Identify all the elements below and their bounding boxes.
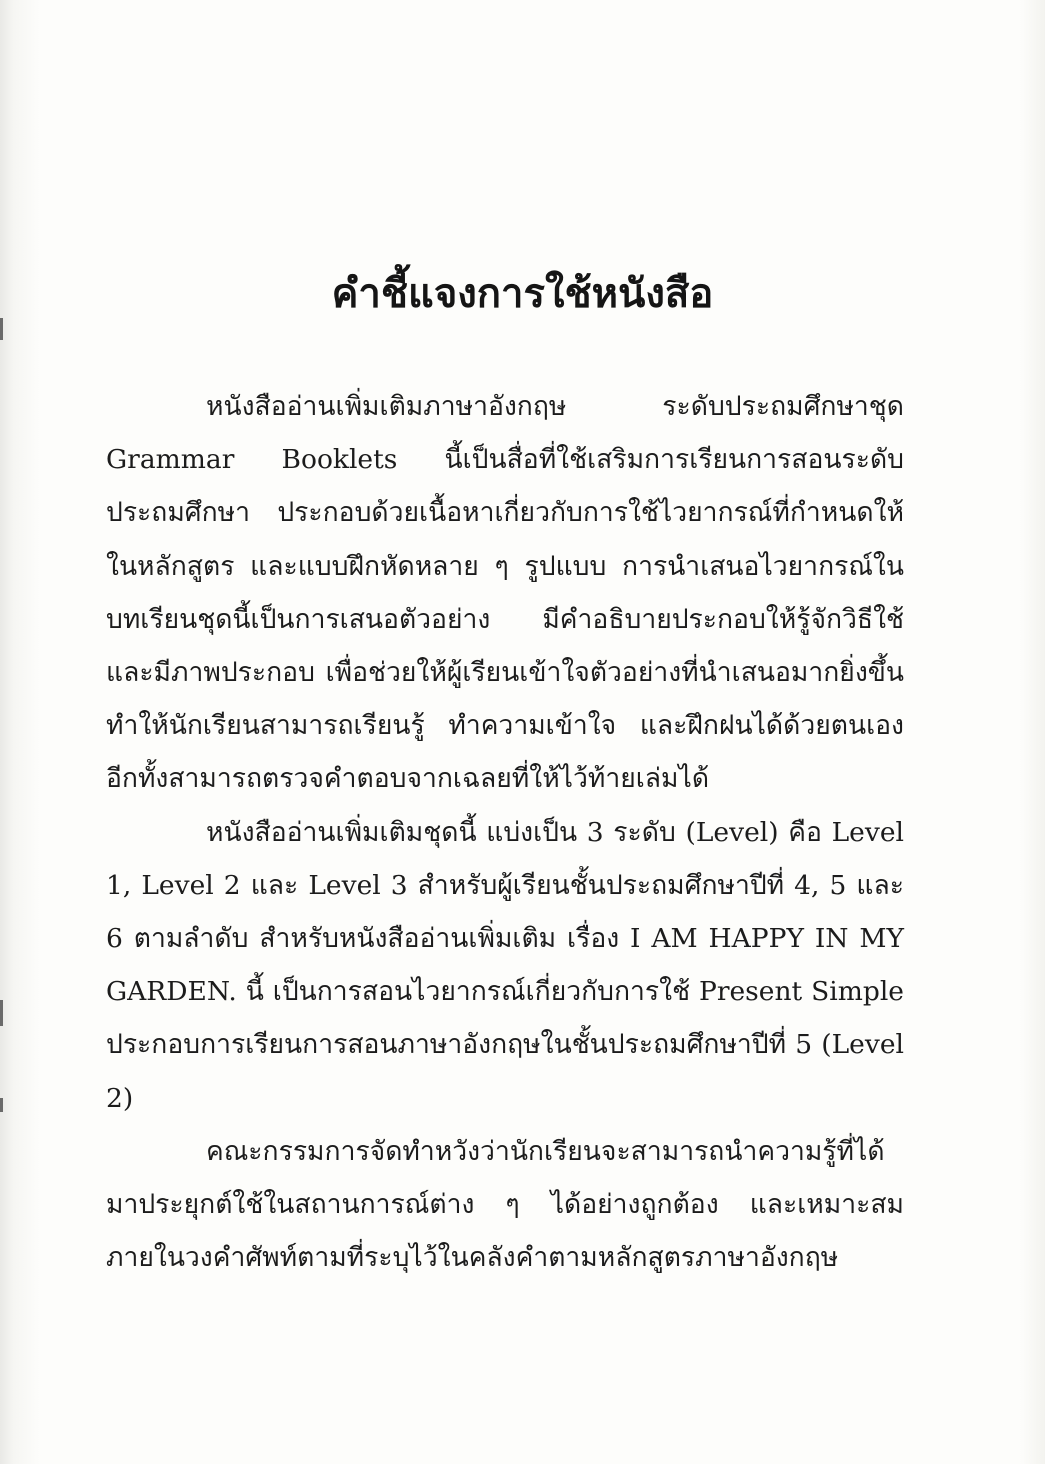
paragraph-levels: หนังสืออ่านเพิ่มเติมชุดนี้ แบ่งเป็น 3 ระดับ (Level) คือ Level 1, Level 2 และ Level 3 สำหรับผู้เรียนชั้นประถมศึกษาปีที่ 4, 5 และ 6 ตามลำดับ สำหรับหนังสืออ่านเพิ่มเติม เรื่อง I AM HAPPY IN MY GARDEN. นี้ เป็นการสอนไวยากรณ์เกี่ยวกับการใช้ Present Simple ประกอบการเรียนการสอนภาษาอังกฤษในชั้นประถมศึกษาปีที่ 5 (Level 2) (106, 816, 904, 1114)
body-text (106, 380, 904, 1284)
binding-edge-mark (0, 1098, 3, 1112)
paragraph-intro: หนังสืออ่านเพิ่มเติมภาษาอังกฤษ ระดับประถมศึกษาชุด Grammar Booklets นี้เป็นสื่อที่ใช้เสริมการเรียนการสอนระดับประถมศึกษา ประกอบด้วยเนื้อหาเกี่ยวกับการใช้ไวยากรณ์ที่กำหนดให้ในหลักสูตร และแบบฝึกหัดหลาย ๆ รูปแบบ การนำเสนอไวยากรณ์ในบทเรียนชุดนี้เป็นการเสนอตัวอย่าง มีคำอธิบายประกอบให้รู้จักวิธีใช้ และมีภาพประกอบ เพื่อช่วยให้ผู้เรียนเข้าใจตัวอย่างที่นำเสนอมากยิ่งขึ้น ทำให้นักเรียนสามารถเรียนรู้ ทำความเข้าใจ และฝึกฝนได้ด้วยตนเอง อีกทั้งสามารถตรวจคำตอบจากเฉลยที่ให้ไว้ท้ายเล่มได้ (106, 391, 904, 795)
paragraph-closing: คณะกรรมการจัดทำหวังว่านักเรียนจะสามารถนำความรู้ที่ได้มาประยุกต์ใช้ในสถานการณ์ต่าง ๆ ได้อย่างถูกต้อง และเหมาะสมภายในวงคำศัพท์ตามที่ระบุไว้ในคลังคำตามหลักสูตรภาษาอังกฤษ (106, 1135, 904, 1274)
binding-edge-mark (0, 1000, 3, 1026)
page-title: คำชี้แจงการใช้หนังสือ (331, 271, 714, 317)
